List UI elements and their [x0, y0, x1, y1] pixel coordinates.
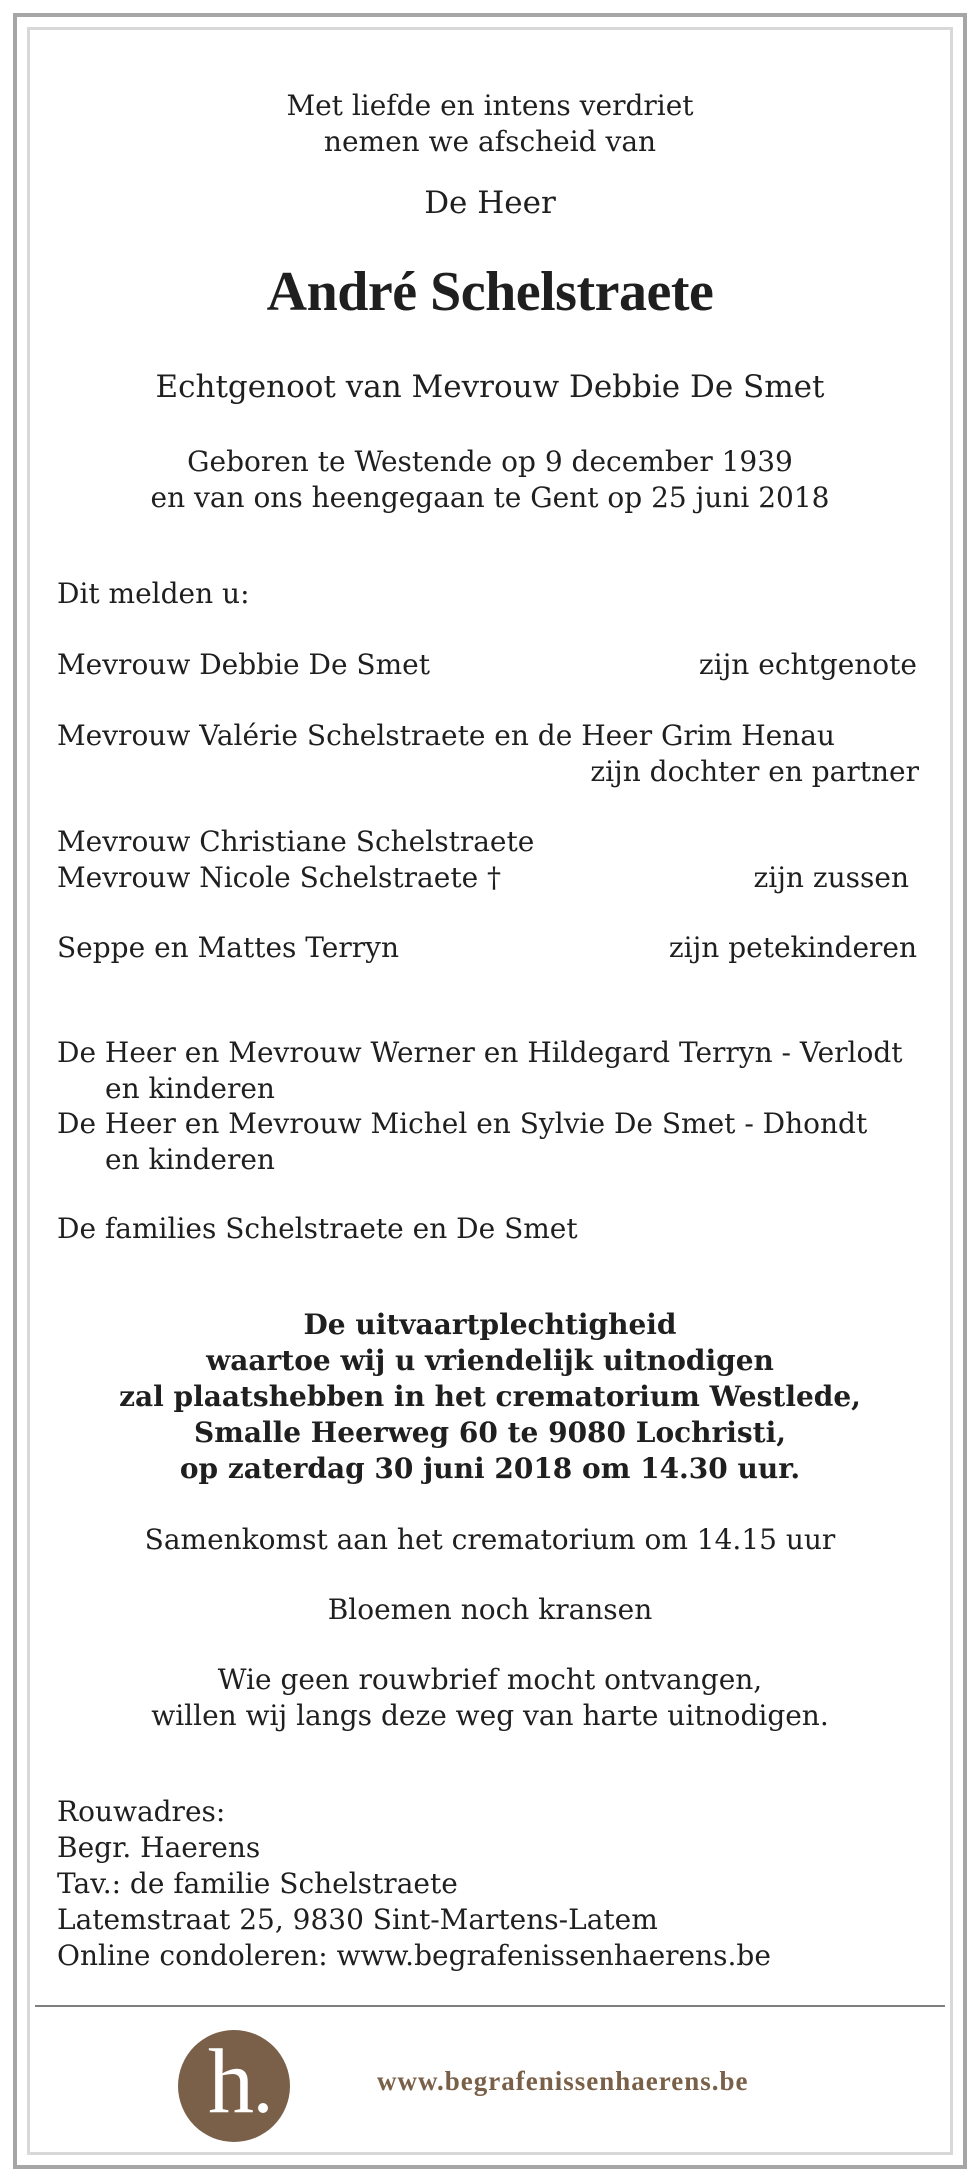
family-name: Mevrouw Christiane Schelstraete [57, 825, 535, 858]
family-relation: zijn dochter en partner [590, 755, 919, 788]
address-line: Tav.: de familie Schelstraete [57, 1867, 458, 1900]
address-line: Begr. Haerens [57, 1831, 261, 1864]
relatives-entry [57, 1035, 917, 1107]
ceremony-line: zal plaatshebben in het crematorium Westlede, [119, 1380, 861, 1413]
ceremony-line: De uitvaartplechtigheid [303, 1308, 677, 1341]
family-relation: zijn echtgenote [698, 648, 917, 681]
flowers-line: Bloemen noch kransen [327, 1593, 653, 1626]
svg-text:h: h [208, 2030, 254, 2132]
ceremony-line: Smalle Heerweg 60 te 9080 Lochristi, [193, 1416, 787, 1449]
family-relation: zijn zussen [753, 861, 909, 894]
relatives-sub: en kinderen [105, 1072, 275, 1105]
mourning-address [57, 1794, 917, 1974]
h-monogram-logo-icon [178, 2030, 290, 2142]
address-line: Rouwadres: [57, 1795, 226, 1828]
invite-line-1: Wie geen rouwbrief mocht ontvangen, [217, 1663, 763, 1696]
relatives-entry [57, 1106, 917, 1178]
ceremony-line: op zaterdag 30 juni 2018 om 14.30 uur. [179, 1452, 801, 1485]
intro-line-1: Met liefde en intens verdriet [286, 89, 694, 122]
address-line: Online condoleren: www.begrafenissenhaerens.be [57, 1939, 771, 1972]
invite-line-2: willen wij langs deze weg van harte uitnodigen. [151, 1699, 829, 1732]
honorific: De Heer [424, 185, 556, 221]
family-entry-godchildren [57, 930, 917, 966]
website-link[interactable]: www.begrafenissenhaerens.be [377, 2066, 749, 2096]
relatives-sub: en kinderen [105, 1143, 275, 1176]
deceased-name: André Schelstraete [266, 261, 714, 323]
family-name: Seppe en Mattes Terryn [57, 931, 399, 964]
spouse-line: Echtgenoot van Mevrouw Debbie De Smet [155, 369, 825, 405]
relatives-line: De Heer en Mevrouw Michel en Sylvie De Smet - Dhondt [57, 1107, 868, 1140]
birth-line: Geboren te Westende op 9 december 1939 [187, 445, 793, 478]
family-entry-sisters [57, 824, 909, 896]
family-name: Mevrouw Debbie De Smet [57, 648, 430, 681]
footer-divider [35, 2005, 945, 2007]
relatives-line: De Heer en Mevrouw Werner en Hildegard Terryn - Verlodt [57, 1036, 903, 1069]
gathering-line: Samenkomst aan het crematorium om 14.15 uur [144, 1523, 836, 1556]
death-line: en van ons heengegaan te Gent op 25 juni 2018 [150, 481, 830, 514]
family-name: Mevrouw Nicole Schelstraete † [57, 861, 502, 894]
ceremony-line: waartoe wij u vriendelijk uitnodigen [206, 1344, 774, 1377]
family-name: Mevrouw Valérie Schelstraete en de Heer Grim Henau [57, 719, 835, 752]
announcement-intro: Dit melden u: [57, 577, 250, 610]
family-entry-spouse [57, 647, 917, 683]
family-relation: zijn petekinderen [668, 931, 917, 964]
intro-line-2: nemen we afscheid van [323, 125, 657, 158]
families-line: De families Schelstraete en De Smet [57, 1212, 578, 1245]
family-entry-daughter [57, 718, 919, 790]
address-line: Latemstraat 25, 9830 Sint-Martens-Latem [57, 1903, 658, 1936]
